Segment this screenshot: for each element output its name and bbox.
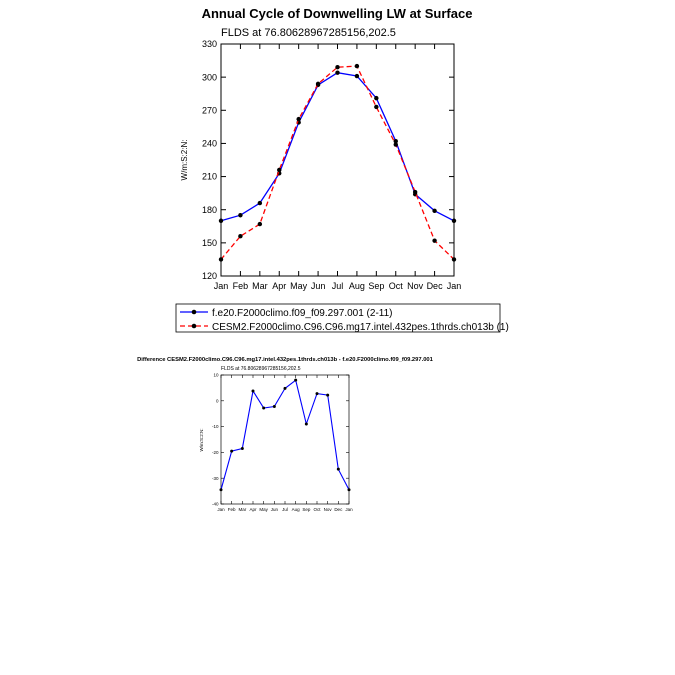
legend-label-2: CESM2.F2000climo.C96.C96.mg17.intel.432pes.1thrds.ch013b (1) xyxy=(212,322,509,333)
x-tick-label: May xyxy=(290,281,308,291)
series-line-2 xyxy=(221,66,454,259)
y-tick-label: 180 xyxy=(201,204,217,215)
data-point xyxy=(238,234,242,238)
series-line-1 xyxy=(221,73,454,221)
x-tick-label: Jan xyxy=(217,507,225,512)
data-point xyxy=(284,387,287,390)
data-point xyxy=(335,71,339,75)
data-point xyxy=(273,405,276,408)
data-point xyxy=(230,450,233,453)
data-point xyxy=(394,142,398,146)
y-tick-label: -10 xyxy=(211,424,219,430)
data-point xyxy=(316,392,319,395)
x-tick-label: Jul xyxy=(282,507,288,512)
y-tick-label: 300 xyxy=(201,72,217,83)
x-tick-label: Apr xyxy=(249,507,257,512)
y-tick-label: -30 xyxy=(211,475,219,481)
legend-marker xyxy=(192,324,197,329)
data-point xyxy=(432,209,436,213)
x-tick-label: Apr xyxy=(272,281,287,291)
data-point xyxy=(241,447,244,450)
x-axis xyxy=(214,44,462,291)
plot-frame xyxy=(221,44,454,276)
y-tick-label: 330 xyxy=(201,39,217,50)
data-point xyxy=(432,238,436,242)
y-tick-label: 10 xyxy=(213,372,219,378)
diff-chart-title: Difference CESM2.F2000climo.C96.C96.mg17.intel.432pes.1thrds.ch013b - f.e20.F2000climo.f09_f09.297.001 xyxy=(137,357,433,363)
y-tick-label: 210 xyxy=(201,171,217,182)
data-point xyxy=(355,74,359,78)
x-tick-label: Sep xyxy=(368,281,385,291)
x-tick-label: Feb xyxy=(227,507,236,512)
data-point xyxy=(296,117,300,121)
diff-x-axis xyxy=(217,375,353,512)
y-tick-label: -40 xyxy=(211,501,219,507)
data-point xyxy=(452,219,456,223)
diff-plot-frame xyxy=(221,375,349,504)
x-tick-label: Jan xyxy=(213,281,229,291)
diff-y-axis-label: W/m:S:2:N: xyxy=(199,428,204,452)
x-tick-label: Oct xyxy=(388,281,403,291)
x-tick-label: Dec xyxy=(334,507,343,512)
x-tick-label: Jan xyxy=(446,281,462,291)
x-tick-label: Jul xyxy=(331,281,344,291)
x-tick-label: Mar xyxy=(252,281,268,291)
legend xyxy=(176,304,509,333)
data-point xyxy=(220,488,223,491)
data-point xyxy=(335,65,339,69)
data-point xyxy=(219,219,223,223)
x-tick-label: Oct xyxy=(313,507,321,512)
difference-chart xyxy=(137,357,434,512)
legend-label-1: f.e20.F2000climo.f09_f09.297.001 (2-11) xyxy=(212,308,393,319)
legend-marker xyxy=(192,310,197,315)
data-point xyxy=(252,389,255,392)
data-point xyxy=(316,82,320,86)
data-point xyxy=(219,257,223,261)
main-chart xyxy=(180,6,472,291)
series-line-1 xyxy=(221,380,349,490)
y-tick-label: 150 xyxy=(201,238,217,249)
x-tick-label: Aug xyxy=(348,281,365,291)
data-point xyxy=(262,407,265,410)
x-tick-label: Mar xyxy=(238,507,247,512)
data-point xyxy=(337,468,340,471)
x-tick-label: May xyxy=(259,507,268,512)
x-tick-label: Feb xyxy=(232,281,249,291)
data-point xyxy=(277,168,281,172)
diff-y-axis xyxy=(212,373,349,507)
data-point xyxy=(374,96,378,100)
x-tick-label: Dec xyxy=(426,281,443,291)
x-tick-label: Sep xyxy=(302,507,311,512)
x-tick-label: Aug xyxy=(291,507,300,512)
x-tick-label: Nov xyxy=(323,507,332,512)
data-point xyxy=(238,213,242,217)
y-tick-label: 240 xyxy=(201,138,217,149)
data-point xyxy=(452,257,456,261)
data-point xyxy=(258,201,262,205)
chart-title: Annual Cycle of Downwelling LW at Surface xyxy=(201,6,473,21)
data-point xyxy=(326,394,329,397)
y-axis-label: W/m:S:2:N: xyxy=(180,139,189,181)
diff-chart-subtitle: FLDS at 76.80628967285156,202.5 xyxy=(221,366,301,372)
data-point xyxy=(305,423,308,426)
data-point xyxy=(294,379,297,382)
data-point xyxy=(374,105,378,109)
x-tick-label: Jun xyxy=(310,281,326,291)
y-tick-label: -20 xyxy=(211,449,219,455)
y-tick-label: 0 xyxy=(215,398,219,404)
chart-subtitle: FLDS at 76.80628967285156,202.5 xyxy=(221,27,396,39)
series-group xyxy=(219,64,456,262)
x-tick-label: Jun xyxy=(270,507,278,512)
y-tick-label: 270 xyxy=(201,105,217,116)
data-point xyxy=(413,190,417,194)
data-point xyxy=(258,222,262,226)
data-point xyxy=(355,64,359,68)
diff-series-group xyxy=(220,379,351,492)
y-tick-label: 120 xyxy=(201,271,217,282)
data-point xyxy=(348,488,351,491)
x-tick-label: Nov xyxy=(407,281,424,291)
x-tick-label: Jan xyxy=(345,507,353,512)
